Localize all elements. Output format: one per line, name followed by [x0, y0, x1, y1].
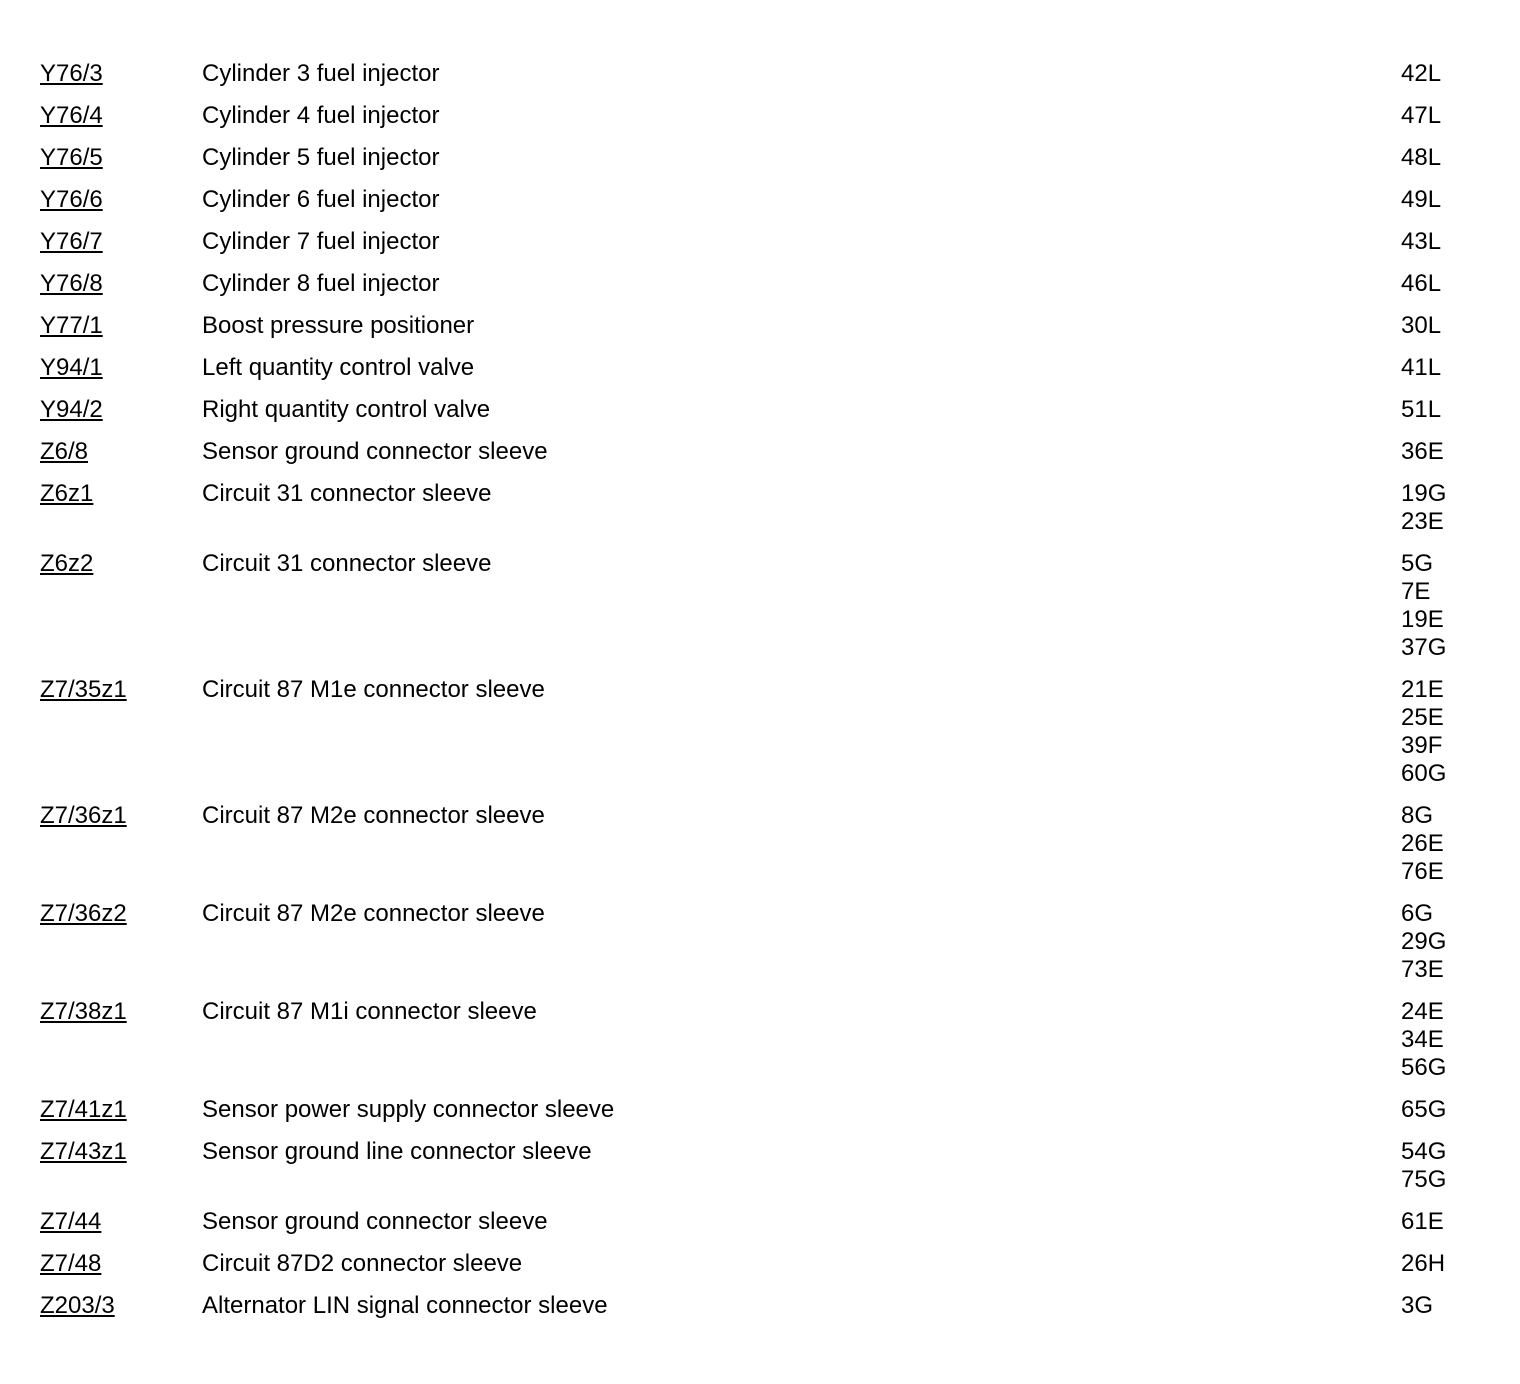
- component-code-link[interactable]: Z7/36z2: [40, 900, 127, 927]
- location-reference: 26E: [1401, 830, 1444, 857]
- location-list: [1401, 270, 1480, 298]
- location-list: [1401, 438, 1480, 466]
- component-code-link[interactable]: Z7/43z1: [40, 1138, 127, 1165]
- location-reference: 73E: [1401, 956, 1444, 983]
- location-list: [1401, 1208, 1480, 1236]
- component-description: Circuit 87 M2e connector sleeve: [202, 900, 545, 927]
- component-description: Circuit 31 connector sleeve: [202, 550, 492, 577]
- component-description: Circuit 87 M1e connector sleeve: [202, 676, 545, 703]
- location-reference: 65G: [1401, 1096, 1447, 1123]
- location-list: [1401, 550, 1480, 662]
- location-reference: 34E: [1401, 1026, 1444, 1053]
- component-code-link[interactable]: Y76/6: [40, 186, 103, 213]
- location-reference: 48L: [1401, 144, 1442, 171]
- component-description: Circuit 87 M1i connector sleeve: [202, 998, 537, 1025]
- component-description: Cylinder 5 fuel injector: [202, 144, 440, 171]
- component-description: Cylinder 3 fuel injector: [202, 60, 440, 87]
- component-list: [40, 60, 1480, 1334]
- location-reference: 30L: [1401, 312, 1442, 339]
- location-reference: 75G: [1401, 1166, 1447, 1193]
- component-code-link[interactable]: Z6z1: [40, 480, 94, 507]
- location-reference: 23E: [1401, 508, 1444, 535]
- location-reference: 25E: [1401, 704, 1444, 731]
- list-item: [40, 438, 1480, 466]
- component-description: Left quantity control valve: [202, 354, 475, 381]
- location-reference: 3G: [1401, 1292, 1434, 1319]
- component-code-link[interactable]: Y76/4: [40, 102, 103, 129]
- list-item: [40, 270, 1480, 298]
- list-item: [40, 1208, 1480, 1236]
- component-code-link[interactable]: Y76/8: [40, 270, 103, 297]
- list-item: [40, 1250, 1480, 1278]
- component-code-link[interactable]: Z203/3: [40, 1292, 115, 1319]
- component-code-link[interactable]: Y77/1: [40, 312, 103, 339]
- list-item: [40, 228, 1480, 256]
- list-item: [40, 550, 1480, 662]
- location-reference: 36E: [1401, 438, 1444, 465]
- location-reference: 51L: [1401, 396, 1442, 423]
- component-code-link[interactable]: Y76/3: [40, 60, 103, 87]
- list-item: [40, 802, 1480, 886]
- location-list: [1401, 186, 1480, 214]
- location-list: [1401, 998, 1480, 1082]
- list-item: [40, 354, 1480, 382]
- location-reference: 60G: [1401, 760, 1447, 787]
- location-reference: 37G: [1401, 634, 1447, 661]
- location-list: [1401, 676, 1480, 788]
- component-code-link[interactable]: Z6z2: [40, 550, 94, 577]
- component-description: Cylinder 4 fuel injector: [202, 102, 440, 129]
- location-reference: 39F: [1401, 732, 1443, 759]
- list-item: [40, 676, 1480, 788]
- location-list: [1401, 60, 1480, 88]
- list-item: [40, 1138, 1480, 1194]
- location-reference: 49L: [1401, 186, 1442, 213]
- component-description: Sensor power supply connector sleeve: [202, 1096, 615, 1123]
- location-reference: 6G: [1401, 900, 1434, 927]
- location-reference: 19E: [1401, 606, 1444, 633]
- location-list: [1401, 102, 1480, 130]
- list-item: [40, 186, 1480, 214]
- component-code-link[interactable]: Z7/44: [40, 1208, 102, 1235]
- list-item: [40, 900, 1480, 984]
- list-item: [40, 396, 1480, 424]
- location-list: [1401, 354, 1480, 382]
- location-list: [1401, 1250, 1480, 1278]
- list-item: [40, 998, 1480, 1082]
- component-code-link[interactable]: Z6/8: [40, 438, 89, 465]
- component-description: Cylinder 8 fuel injector: [202, 270, 440, 297]
- location-list: [1401, 1292, 1480, 1320]
- location-reference: 7E: [1401, 578, 1431, 605]
- component-code-link[interactable]: Z7/36z1: [40, 802, 127, 829]
- list-item: [40, 312, 1480, 340]
- location-list: [1401, 900, 1480, 984]
- list-item: [40, 144, 1480, 172]
- location-reference: 56G: [1401, 1054, 1447, 1081]
- location-list: [1401, 312, 1480, 340]
- location-reference: 8G: [1401, 802, 1434, 829]
- location-reference: 54G: [1401, 1138, 1447, 1165]
- component-code-link[interactable]: Z7/41z1: [40, 1096, 127, 1123]
- location-reference: 61E: [1401, 1208, 1444, 1235]
- location-reference: 46L: [1401, 270, 1442, 297]
- component-code-link[interactable]: Z7/38z1: [40, 998, 127, 1025]
- component-description: Alternator LIN signal connector sleeve: [202, 1292, 608, 1319]
- location-reference: 24E: [1401, 998, 1444, 1025]
- component-code-link[interactable]: Y76/7: [40, 228, 103, 255]
- location-list: [1401, 1096, 1480, 1124]
- component-code-link[interactable]: Z7/48: [40, 1250, 102, 1277]
- location-list: [1401, 1138, 1480, 1194]
- location-reference: 19G: [1401, 480, 1447, 507]
- location-list: [1401, 228, 1480, 256]
- location-reference: 26H: [1401, 1250, 1446, 1277]
- component-description: Cylinder 6 fuel injector: [202, 186, 440, 213]
- location-reference: 41L: [1401, 354, 1442, 381]
- component-description: Cylinder 7 fuel injector: [202, 228, 440, 255]
- component-description: Sensor ground line connector sleeve: [202, 1138, 592, 1165]
- component-code-link[interactable]: Y76/5: [40, 144, 103, 171]
- component-code-link[interactable]: Y94/1: [40, 354, 103, 381]
- list-item: [40, 102, 1480, 130]
- list-item: [40, 60, 1480, 88]
- component-description: Boost pressure positioner: [202, 312, 475, 339]
- location-reference: 43L: [1401, 228, 1442, 255]
- component-description: Circuit 87 M2e connector sleeve: [202, 802, 545, 829]
- component-description: Sensor ground connector sleeve: [202, 1208, 548, 1235]
- component-description: Right quantity control valve: [202, 396, 491, 423]
- list-item: [40, 1292, 1480, 1320]
- location-reference: 42L: [1401, 60, 1442, 87]
- location-reference: 47L: [1401, 102, 1442, 129]
- list-item: [40, 1096, 1480, 1124]
- component-description: Circuit 31 connector sleeve: [202, 480, 492, 507]
- location-reference: 76E: [1401, 858, 1444, 885]
- list-item: [40, 480, 1480, 536]
- component-description: Sensor ground connector sleeve: [202, 438, 548, 465]
- location-list: [1401, 144, 1480, 172]
- location-list: [1401, 802, 1480, 886]
- component-code-link[interactable]: Z7/35z1: [40, 676, 127, 703]
- component-code-link[interactable]: Y94/2: [40, 396, 103, 423]
- location-list: [1401, 396, 1480, 424]
- component-description: Circuit 87D2 connector sleeve: [202, 1250, 523, 1277]
- location-reference: 21E: [1401, 676, 1444, 703]
- location-reference: 5G: [1401, 550, 1434, 577]
- location-list: [1401, 480, 1480, 536]
- location-reference: 29G: [1401, 928, 1447, 955]
